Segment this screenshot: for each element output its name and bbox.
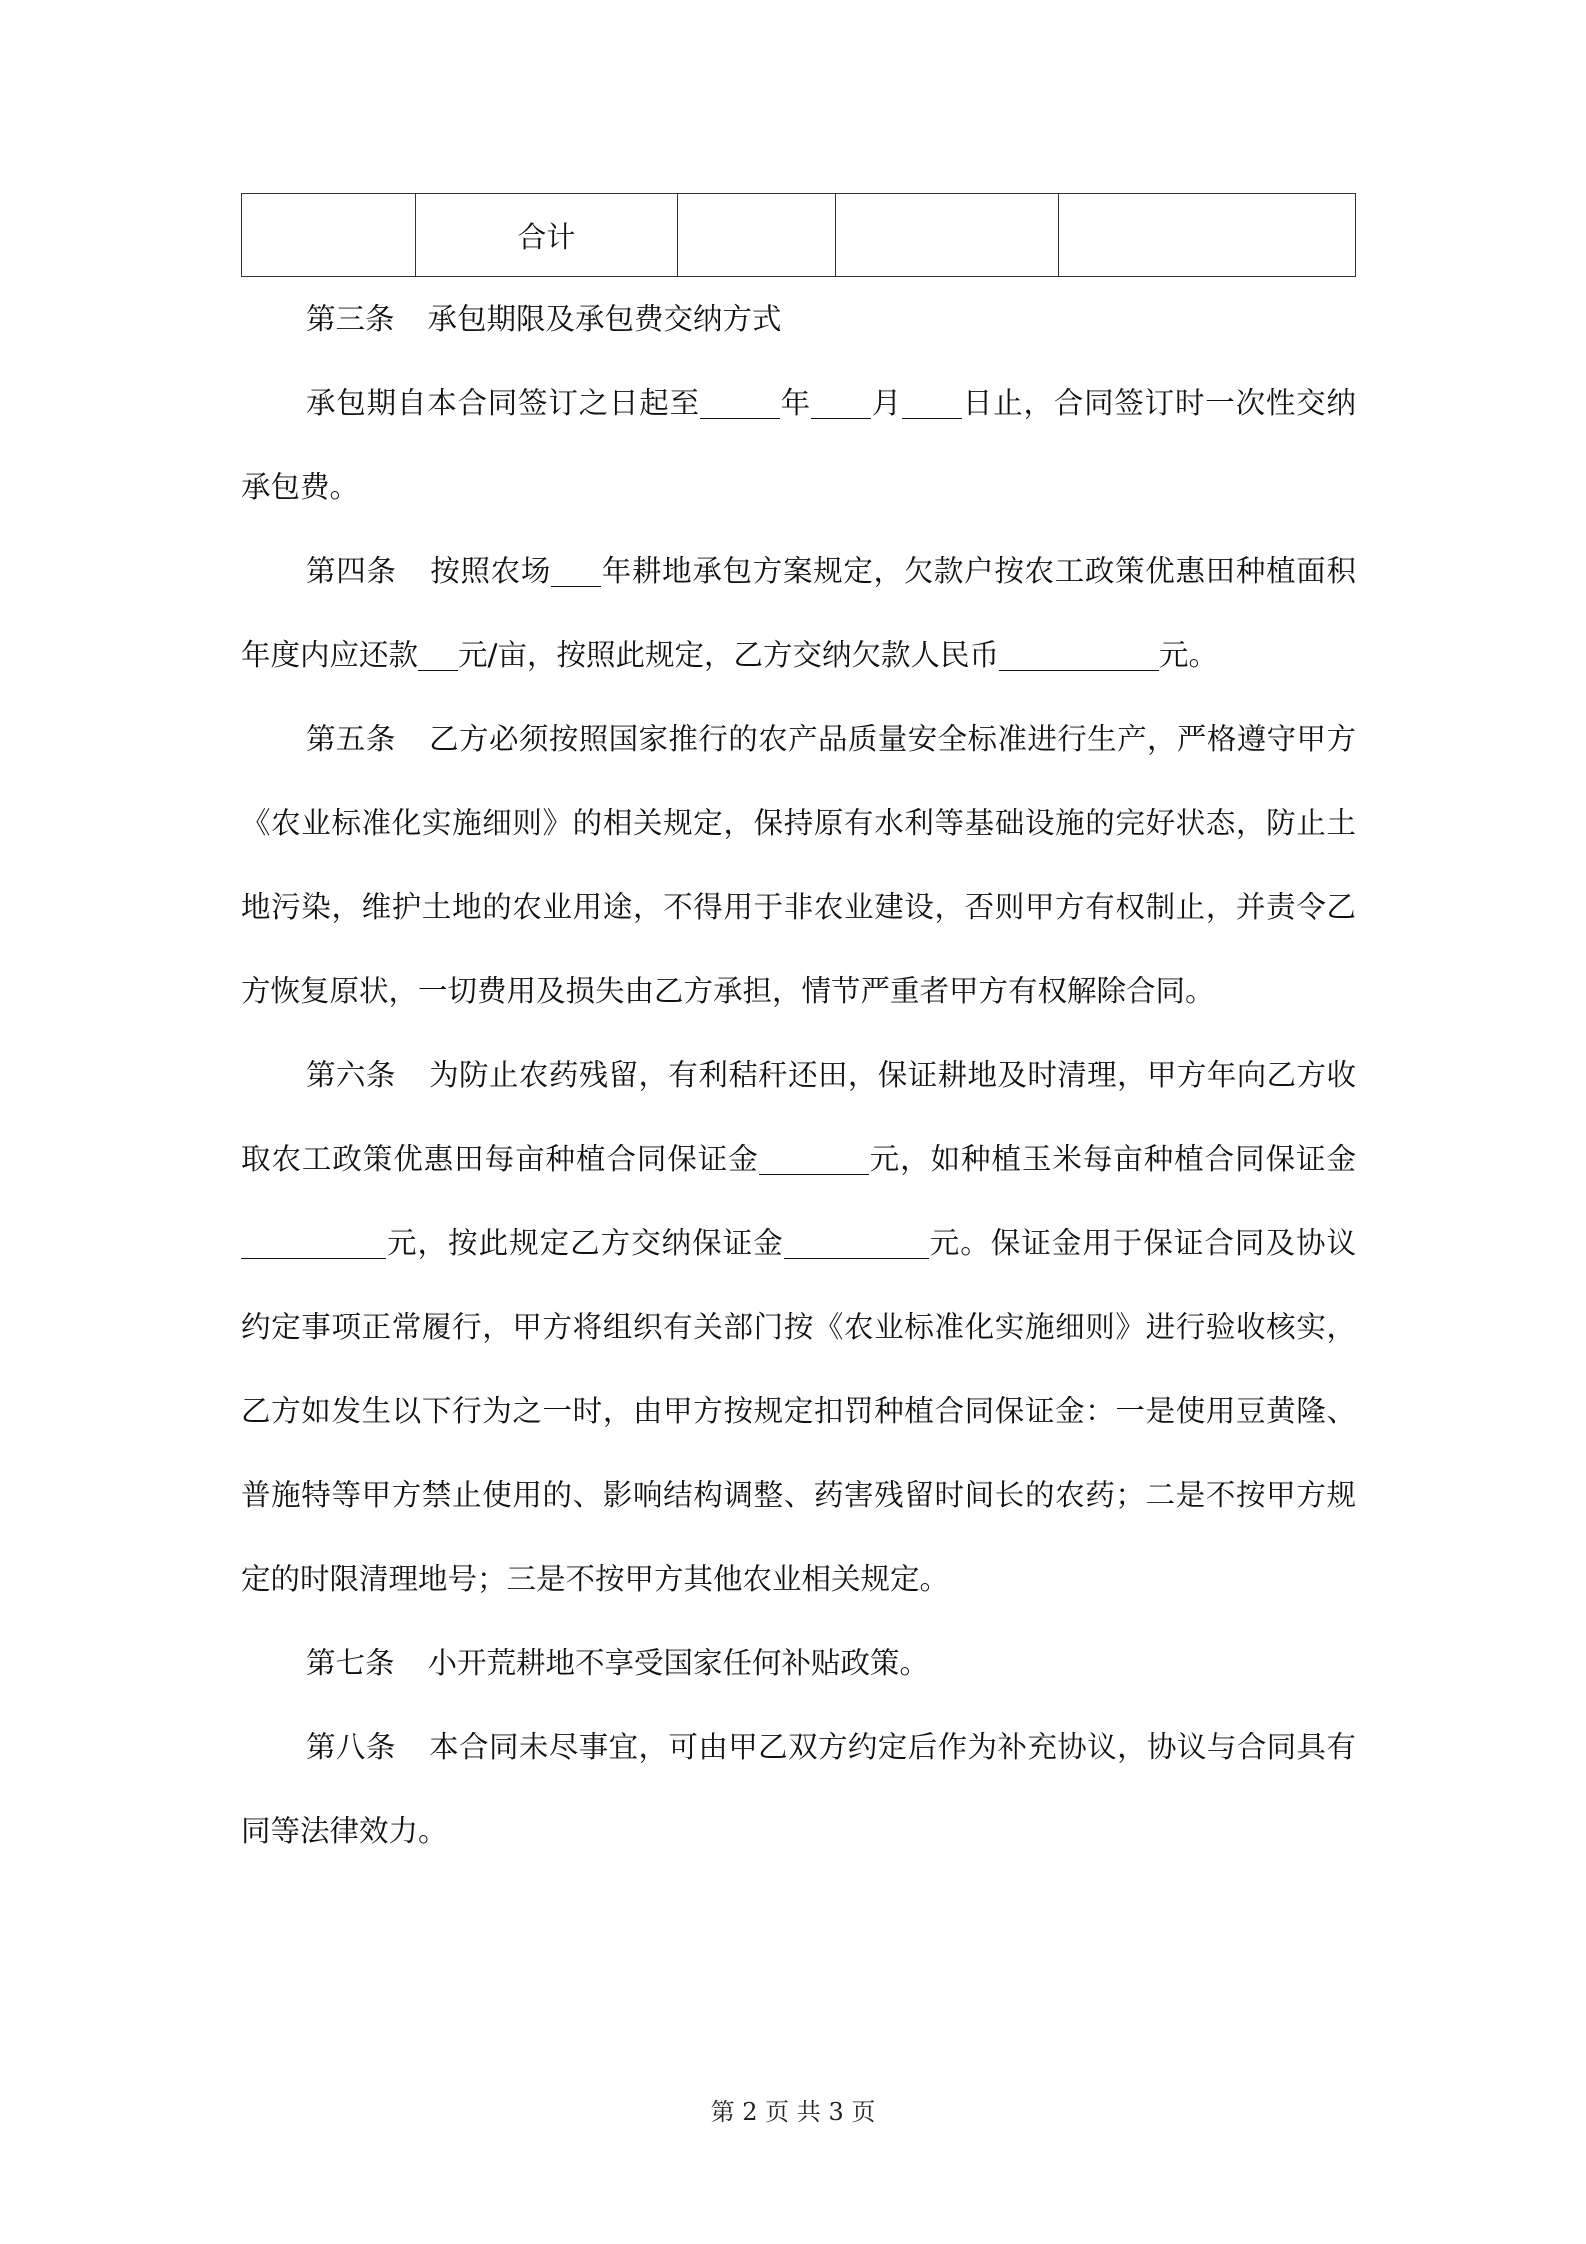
article-text: 按照农场	[429, 554, 552, 588]
blank-field	[241, 1229, 386, 1260]
article-heading: 第七条	[306, 1646, 395, 1680]
article-8	[241, 1705, 1356, 1873]
article-5	[241, 697, 1356, 1033]
term-text-end: 日止，合同签订时一次性交纳承包费。	[241, 386, 1356, 504]
term-paragraph	[241, 361, 1356, 529]
article-7	[241, 1621, 1356, 1705]
article-text: 乙方必须按照国家推行的农产品质量安全标准进行生产，严格遵守甲方《农业标准化实施细则》的相关规定，保持原有水利等基础设施的完好状态，防止土地污染，维护土地的农业用途，不得用于非农业建设，否则甲方有权制止，并责令乙方恢复原状，一切费用及损失由乙方承担，情节严重者甲方有权解除合同。	[241, 722, 1356, 1008]
table-cell	[1058, 194, 1355, 277]
article-3-title	[241, 277, 1356, 361]
article-heading: 第八条	[306, 1730, 396, 1764]
article-text: 元，按此规定乙方交纳保证金	[386, 1226, 784, 1260]
blank-field	[784, 1229, 929, 1260]
term-text: 承包期自本合同签订之日起至	[306, 386, 700, 420]
blank-field	[999, 641, 1159, 672]
contract-body	[241, 277, 1356, 1873]
article-text: 元，如种植玉米每亩种植合同保证金	[868, 1142, 1356, 1176]
blank-month	[811, 389, 871, 420]
table-row	[242, 194, 1356, 277]
total-label-cell: 合计	[416, 194, 678, 277]
article-heading: 第四条	[306, 554, 397, 588]
article-4	[241, 529, 1356, 697]
article-text: 本合同未尽事宜，可由甲乙双方约定后作为补充协议，协议与合同具有同等法律效力。	[241, 1730, 1356, 1848]
article-text: 元。	[1158, 638, 1218, 672]
table-cell	[242, 194, 416, 277]
table-cell	[677, 194, 835, 277]
blank-year	[700, 389, 780, 420]
article-6	[241, 1033, 1356, 1621]
month-label: 月	[870, 386, 903, 420]
page-number: 第 2 页 共 3 页	[710, 2098, 876, 2126]
article-text: 年耕地承包方案规定，欠款户按农工政策优惠田种植面积年度内应还款	[241, 554, 1356, 672]
article-title: 承包期限及承包费交纳方式	[427, 302, 782, 336]
blank-day	[902, 389, 962, 420]
article-heading: 第五条	[306, 722, 396, 756]
article-text: 为防止农药残留，有利秸秆还田，保证耕地及时清理，甲方年向乙方收取农工政策优惠田每亩种植合同保证金	[241, 1058, 1356, 1176]
article-heading: 第三条	[306, 302, 395, 336]
blank-field	[418, 641, 458, 672]
blank-field	[551, 557, 601, 588]
year-label: 年	[779, 386, 811, 420]
article-text: 小开荒耕地不享受国家任何补贴政策。	[427, 1646, 930, 1680]
article-heading: 第六条	[306, 1058, 396, 1092]
summary-table	[241, 193, 1356, 277]
article-text: 元/亩，按照此规定，乙方交纳欠款人民币	[458, 638, 999, 672]
article-text: 元。保证金用于保证合同及协议约定事项正常履行，甲方将组织有关部门按《农业标准化实施细则》进行验收核实，乙方如发生以下行为之一时，由甲方按规定扣罚种植合同保证金：一是使用豆黄隆、普施特等甲方禁止使用的、影响结构调整、药害残留时间长的农药；二是不按甲方规定的时限清理地号；三是不按甲方其他农业相关规定。	[241, 1226, 1356, 1596]
blank-field	[759, 1145, 869, 1176]
table-cell	[835, 194, 1058, 277]
